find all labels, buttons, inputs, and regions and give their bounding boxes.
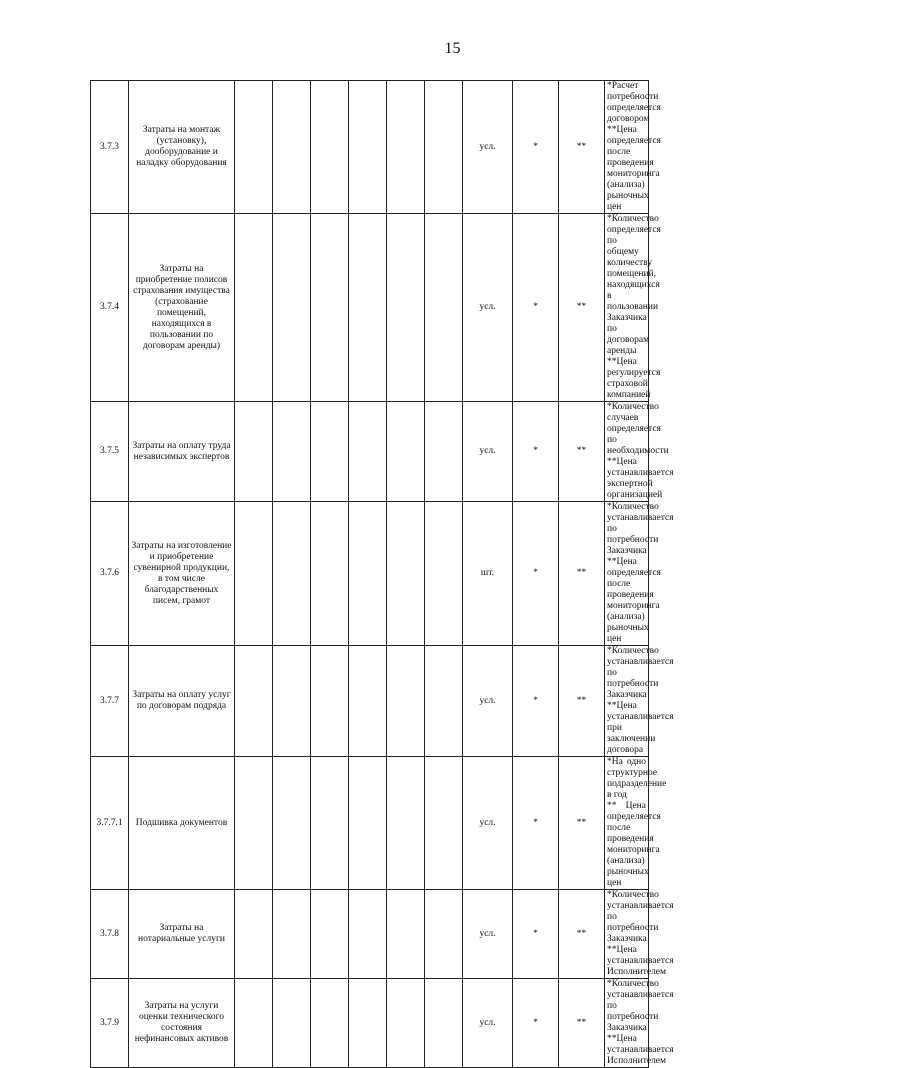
note-line: *Количество устанавливается по потребности Заказчика xyxy=(607,890,674,944)
empty-cell xyxy=(425,502,463,646)
empty-cell xyxy=(311,646,349,757)
row-name: Затраты на нотариальные услуги xyxy=(129,890,235,979)
empty-cell xyxy=(425,214,463,402)
row-unit: шт. xyxy=(463,502,513,646)
table-row xyxy=(91,757,865,890)
table-row xyxy=(91,214,865,402)
row-code: 3.7.9 xyxy=(91,979,129,1068)
table-row xyxy=(91,502,865,646)
empty-cell xyxy=(387,502,425,646)
page-number: 15 xyxy=(444,40,461,57)
empty-cell xyxy=(235,757,273,890)
row-name: Затраты на оплату труда независимых экспертов xyxy=(129,402,235,502)
row-unit: усл. xyxy=(463,757,513,890)
note-line: *Количество определяется по общему количеству помещений, находящихся в пользовании Заказчика по договорам аренды xyxy=(607,214,661,356)
empty-cell xyxy=(387,214,425,402)
row-name: Затраты на услуги оценки технического состояния нефинансовых активов xyxy=(129,979,235,1068)
empty-cell xyxy=(425,890,463,979)
empty-cell xyxy=(311,979,349,1068)
empty-cell xyxy=(425,757,463,890)
row-qty-mark: * xyxy=(513,81,559,214)
row-notes xyxy=(605,979,674,1068)
empty-cell xyxy=(311,757,349,890)
empty-cell xyxy=(235,81,273,214)
empty-cell xyxy=(235,890,273,979)
empty-cell xyxy=(349,502,387,646)
note-line: **Цена определяется после проведения мониторинга (анализа) рыночных цен xyxy=(607,557,661,644)
row-name: Затраты на приобретение полисов страхования имущества (страхование помещений, находящихся в пользовании по договорам аренды) xyxy=(129,214,235,402)
row-notes xyxy=(605,214,661,402)
row-code: 3.7.7.1 xyxy=(91,757,129,890)
row-qty-mark: * xyxy=(513,502,559,646)
empty-cell xyxy=(311,502,349,646)
empty-cell xyxy=(273,979,311,1068)
empty-cell xyxy=(311,81,349,214)
row-notes xyxy=(605,81,661,214)
row-price-mark: ** xyxy=(559,979,605,1068)
note-line: *Количество устанавливается по потребности Заказчика xyxy=(607,502,674,556)
empty-cell xyxy=(273,402,311,502)
note-line: **Цена устанавливается экспертной организацией xyxy=(607,457,674,500)
empty-cell xyxy=(349,979,387,1068)
row-price-mark: ** xyxy=(559,890,605,979)
row-name: Затраты на изготовление и приобретение сувенирной продукции, в том числе благодарственных писем, грамот xyxy=(129,502,235,646)
row-code: 3.7.4 xyxy=(91,214,129,402)
empty-cell xyxy=(387,402,425,502)
row-price-mark: ** xyxy=(559,502,605,646)
note-line: *Расчет потребности определяется договором xyxy=(607,81,661,124)
row-name: Подшивка документов xyxy=(129,757,235,890)
row-qty-mark: * xyxy=(513,402,559,502)
row-code: 3.7.5 xyxy=(91,402,129,502)
empty-cell xyxy=(387,646,425,757)
empty-cell xyxy=(349,214,387,402)
row-name: Затраты на оплату услуг по договорам подряда xyxy=(129,646,235,757)
empty-cell xyxy=(273,890,311,979)
empty-cell xyxy=(387,890,425,979)
empty-cell xyxy=(235,979,273,1068)
row-name: Затраты на монтаж (установку), дооборудование и наладку оборудования xyxy=(129,81,235,214)
note-line: ** Цена определяется после проведения мониторинга (анализа) рыночных цен xyxy=(607,801,661,888)
empty-cell xyxy=(273,214,311,402)
row-unit: усл. xyxy=(463,979,513,1068)
empty-cell xyxy=(349,646,387,757)
empty-cell xyxy=(273,81,311,214)
note-line: *Количество устанавливается по потребности Заказчика xyxy=(607,979,674,1033)
row-price-mark: ** xyxy=(559,757,605,890)
note-line: **Цена устанавливается при заключении договора xyxy=(607,701,674,755)
table-row xyxy=(91,646,865,757)
empty-cell xyxy=(387,81,425,214)
row-unit: усл. xyxy=(463,646,513,757)
empty-cell xyxy=(349,890,387,979)
row-code: 3.7.7 xyxy=(91,646,129,757)
empty-cell xyxy=(273,757,311,890)
empty-cell xyxy=(425,402,463,502)
row-price-mark: ** xyxy=(559,81,605,214)
empty-cell xyxy=(235,402,273,502)
row-notes xyxy=(605,646,674,757)
empty-cell xyxy=(349,757,387,890)
empty-cell xyxy=(311,214,349,402)
empty-cell xyxy=(349,81,387,214)
row-price-mark: ** xyxy=(559,402,605,502)
empty-cell xyxy=(235,214,273,402)
row-unit: усл. xyxy=(463,81,513,214)
row-unit: усл. xyxy=(463,890,513,979)
empty-cell xyxy=(311,402,349,502)
empty-cell xyxy=(273,502,311,646)
row-unit: усл. xyxy=(463,402,513,502)
empty-cell xyxy=(235,502,273,646)
note-line: **Цена устанавливается Исполнителем xyxy=(607,1034,674,1066)
table-row xyxy=(91,979,865,1068)
note-line: *На одно структурное подразделение в год xyxy=(607,757,667,800)
row-qty-mark: * xyxy=(513,979,559,1068)
table-row xyxy=(91,402,865,502)
empty-cell xyxy=(425,646,463,757)
row-price-mark: ** xyxy=(559,214,605,402)
empty-cell xyxy=(235,646,273,757)
row-notes xyxy=(605,757,667,890)
row-notes xyxy=(605,502,674,646)
row-qty-mark: * xyxy=(513,214,559,402)
row-code: 3.7.8 xyxy=(91,890,129,979)
row-notes xyxy=(605,402,674,502)
note-line: **Цена устанавливается Исполнителем xyxy=(607,945,674,977)
row-notes xyxy=(605,890,674,979)
row-unit: усл. xyxy=(463,214,513,402)
empty-cell xyxy=(387,979,425,1068)
row-code: 3.7.6 xyxy=(91,502,129,646)
empty-cell xyxy=(387,757,425,890)
table-row xyxy=(91,890,865,979)
row-qty-mark: * xyxy=(513,890,559,979)
note-line: *Количество случаев определяется по необходимости xyxy=(607,402,669,456)
row-qty-mark: * xyxy=(513,757,559,890)
empty-cell xyxy=(425,81,463,214)
note-line: **Цена определяется после проведения мониторинга (анализа) рыночных цен xyxy=(607,125,661,212)
note-line: *Количество устанавливается по потребности Заказчика xyxy=(607,646,674,700)
empty-cell xyxy=(425,979,463,1068)
row-code: 3.7.3 xyxy=(91,81,129,214)
row-qty-mark: * xyxy=(513,646,559,757)
table-row xyxy=(91,81,865,214)
cost-norms-table xyxy=(90,80,865,1068)
empty-cell xyxy=(349,402,387,502)
note-line: **Цена регулируется страховой компанией xyxy=(607,357,661,400)
empty-cell xyxy=(311,890,349,979)
row-price-mark: ** xyxy=(559,646,605,757)
empty-cell xyxy=(273,646,311,757)
